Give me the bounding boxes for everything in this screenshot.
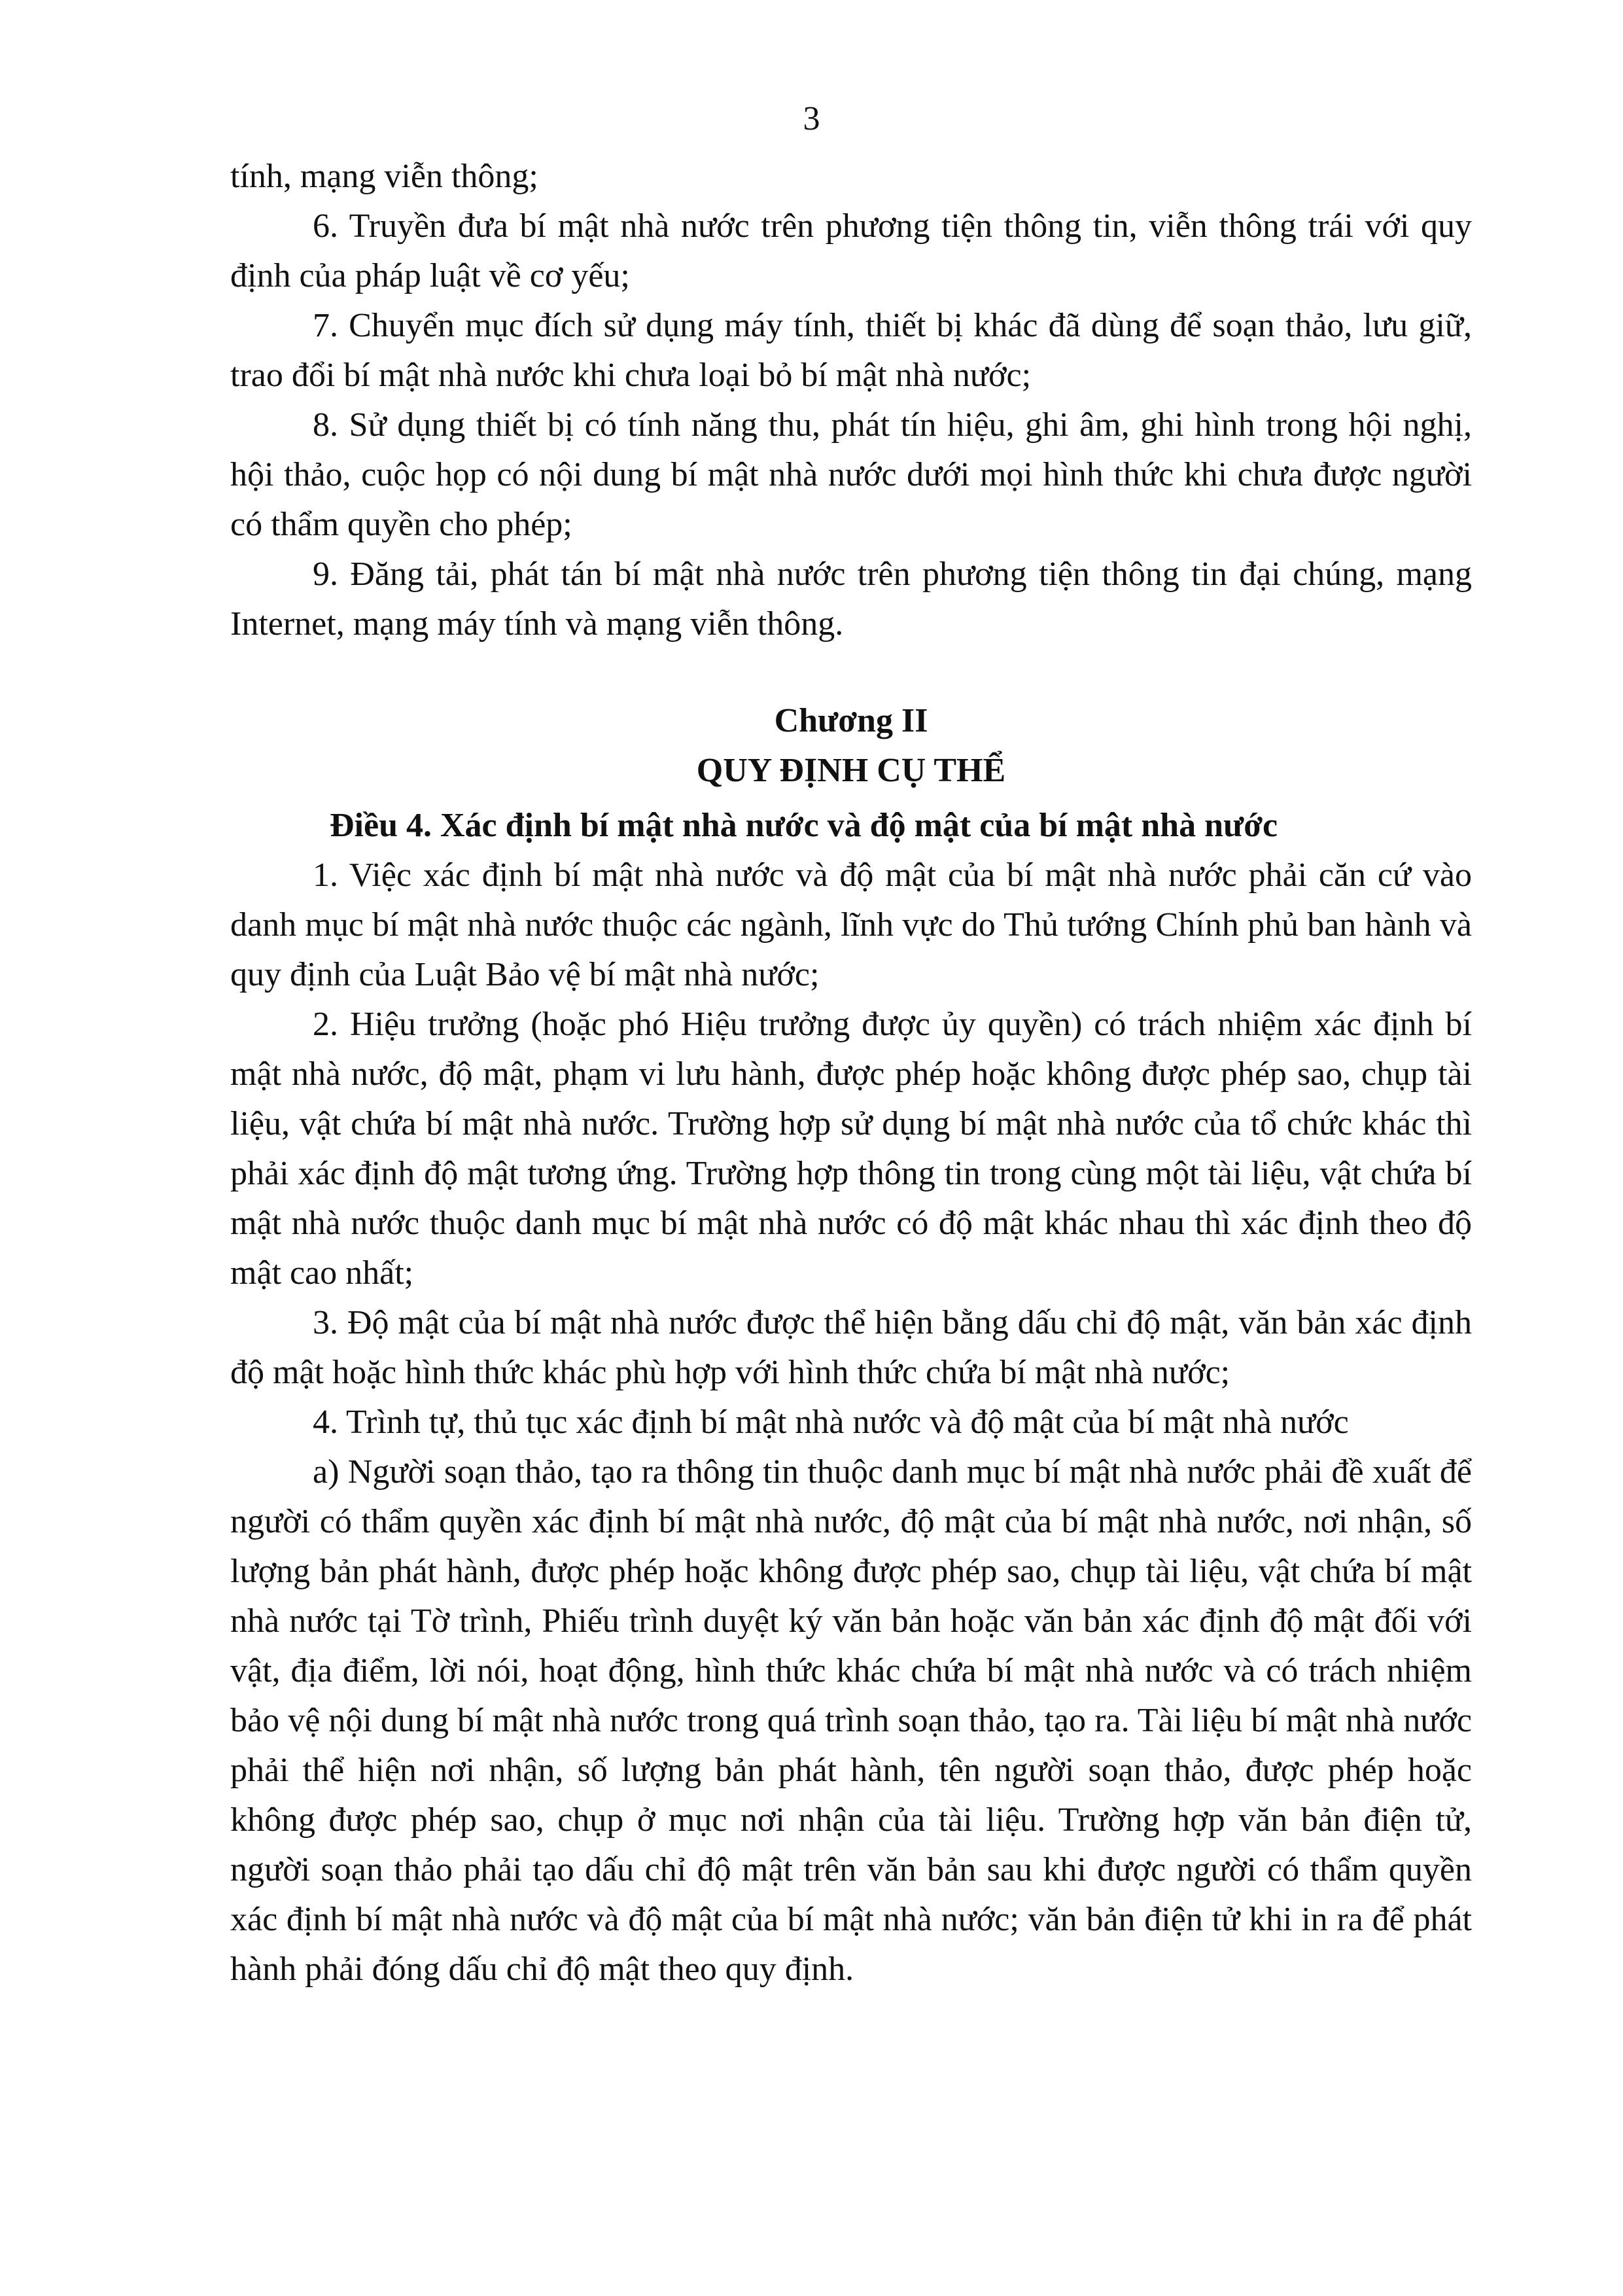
- chapter-title: QUY ĐỊNH CỤ THỂ: [696, 752, 1006, 789]
- article-clause-2: 2. Hiệu trưởng (hoặc phó Hiệu trưởng được ủy quyền) có trách nhiệm xác định bí mật nhà nước, độ mật, phạm vi lưu hành, được phép hoặc không được phép sao, chụp tài liệu, vật chứa bí mật nhà nước. Trường hợp sử dụng bí mật nhà nước của tổ chức khác thì phải xác định độ mật tương ứng. Trường hợp thông tin trong cùng một tài liệu, vật chứa bí mật nhà nước thuộc danh mục bí mật nhà nước có độ mật khác nhau thì xác định theo độ mật cao nhất;: [230, 1006, 1472, 1292]
- list-item-9: 9. Đăng tải, phát tán bí mật nhà nước trên phương tiện thông tin đại chúng, mạng Internet, mạng máy tính và mạng viễn thông.: [230, 556, 1472, 643]
- paragraph-continuation: tính, mạng viễn thông;: [230, 158, 538, 195]
- page-number: 3: [803, 100, 820, 137]
- article-clause-1: 1. Việc xác định bí mật nhà nước và độ mật của bí mật nhà nước phải căn cứ vào danh mục bí mật nhà nước thuộc các ngành, lĩnh vực do Thủ tướng Chính phủ ban hành và quy định của Luật Bảo vệ bí mật nhà nước;: [230, 857, 1472, 993]
- list-item-7: 7. Chuyển mục đích sử dụng máy tính, thiết bị khác đã dùng để soạn thảo, lưu giữ, trao đổi bí mật nhà nước khi chưa loại bỏ bí mật nhà nước;: [230, 307, 1472, 394]
- list-item-8: 8. Sử dụng thiết bị có tính năng thu, phát tín hiệu, ghi âm, ghi hình trong hội nghị, hội thảo, cuộc họp có nội dung bí mật nhà nước dưới mọi hình thức khi chưa được người có thẩm quyền cho phép;: [230, 406, 1472, 543]
- article-title: Điều 4. Xác định bí mật nhà nước và độ mật của bí mật nhà nước: [330, 807, 1278, 844]
- list-item-6: 6. Truyền đưa bí mật nhà nước trên phương tiện thông tin, viễn thông trái với quy định của pháp luật về cơ yếu;: [230, 207, 1472, 294]
- document-body: [230, 152, 1472, 1994]
- article-clause-3: 3. Độ mật của bí mật nhà nước được thể hiện bằng dấu chỉ độ mật, văn bản xác định độ mật hoặc hình thức khác phù hợp với hình thức chứa bí mật nhà nước;: [230, 1304, 1472, 1391]
- article-clause-4: 4. Trình tự, thủ tục xác định bí mật nhà nước và độ mật của bí mật nhà nước: [313, 1404, 1349, 1441]
- chapter-spacer: [230, 649, 1472, 696]
- article-clause-4a: a) Người soạn thảo, tạo ra thông tin thuộc danh mục bí mật nhà nước phải đề xuất để người có thẩm quyền xác định bí mật nhà nước, độ mật của bí mật nhà nước, nơi nhận, số lượng bản phát hành, được phép hoặc không được phép sao, chụp tài liệu, vật chứa bí mật nhà nước tại Tờ trình, Phiếu trình duyệt ký văn bản hoặc văn bản xác định độ mật đối với vật, địa điểm, lời nói, hoạt động, hình thức khác chứa bí mật nhà nước và có trách nhiệm bảo vệ nội dung bí mật nhà nước trong quá trình soạn thảo, tạo ra. Tài liệu bí mật nhà nước phải thể hiện nơi nhận, số lượng bản phát hành, tên người soạn thảo, được phép hoặc không được phép sao, chụp ở mục nơi nhận của tài liệu. Trường hợp văn bản điện tử, người soạn thảo phải tạo dấu chỉ độ mật trên văn bản sau khi được người có thẩm quyền xác định bí mật nhà nước và độ mật của bí mật nhà nước; văn bản điện tử khi in ra để phát hành phải đóng dấu chỉ độ mật theo quy định.: [230, 1453, 1472, 1988]
- chapter-label: Chương II: [774, 702, 928, 739]
